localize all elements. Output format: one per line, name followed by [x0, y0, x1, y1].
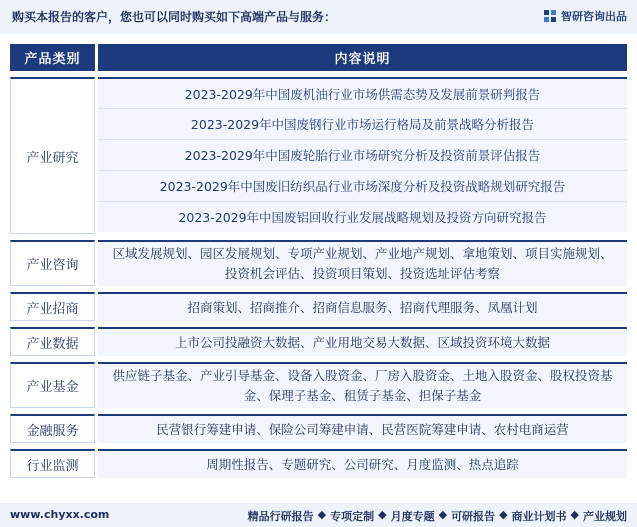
footer-separator: ◆: [378, 508, 387, 521]
description-cell: 招商策划、招商推介、招商信息服务、招商代理服务、凤凰计划: [98, 292, 627, 321]
brand-name: 智研咨询出品: [561, 10, 627, 23]
footer-link[interactable]: 月度专题: [390, 510, 435, 523]
category-cell: 产业研究: [10, 77, 95, 234]
description-cell: 区域发展规划、园区发展规划、专项产业规划、产业地产规划、拿地策划、项目实施规划、投资机会评估、投资项目策划、投资选址评估考察: [98, 240, 627, 286]
footer-links: [248, 508, 627, 524]
top-banner: [0, 0, 637, 34]
report-link[interactable]: 2023-2029年中国废铝回收行业发展战略规划及投资方向研究报告: [98, 201, 627, 232]
category-cell: 产业数据: [10, 327, 95, 356]
report-link[interactable]: 2023-2029年中国废轮胎行业市场研究分析及投资前景评估报告: [98, 139, 627, 170]
brand-logo-icon: [543, 9, 557, 23]
report-link[interactable]: 2023-2029年中国废钢行业市场运行格局及前景战略分析报告: [98, 108, 627, 139]
footer-separator: ◆: [317, 508, 327, 521]
intro-text: 购买本报告的客户，您也可以同时购买如下高端产品与服务：: [12, 10, 337, 24]
description-cell: 供应链子基金、产业引导基金、设备入股资金、厂房入股资金、土地入股资金、股权投资基金、保理子基金、租赁子基金、担保子基金: [98, 362, 627, 408]
table-header: [10, 44, 627, 71]
footer-link[interactable]: 精品行研报告: [247, 510, 314, 523]
footer-url[interactable]: www.chyxx.com: [10, 508, 110, 521]
footer-bar: [0, 503, 637, 527]
footer-link[interactable]: 专项定制: [330, 510, 375, 523]
footer-link[interactable]: 商业计划书: [511, 510, 567, 523]
table-row: [10, 327, 627, 356]
header-category: 产品类别: [10, 44, 95, 71]
brand: [543, 8, 627, 24]
table-row: [10, 292, 627, 321]
product-table: [10, 44, 627, 473]
footer-link[interactable]: 可研报告: [451, 510, 496, 523]
description-cell: 周期性报告、专题研究、公司研究、月度监测、热点追踪: [98, 449, 627, 478]
header-description: 内容说明: [98, 44, 627, 71]
footer-separator: ◆: [570, 508, 579, 521]
category-cell: 产业基金: [10, 362, 95, 408]
footer-link[interactable]: 产业规划: [583, 510, 627, 523]
category-cell: 行业监测: [10, 449, 95, 478]
category-cell: 产业咨询: [10, 240, 95, 286]
report-link[interactable]: 2023-2029年中国废旧纺织品行业市场深度分析及投资战略规划研究报告: [98, 170, 627, 201]
description-cell: 民营银行筹建申请、保险公司筹建申请、民营医院筹建申请、农村电商运营: [98, 414, 627, 443]
table-row: [10, 414, 627, 443]
table-row: [10, 240, 627, 286]
category-cell: 金融服务: [10, 414, 95, 443]
table-row: [10, 77, 627, 234]
footer-separator: ◆: [499, 508, 508, 521]
report-link[interactable]: 2023-2029年中国废机油行业市场供需态势及发展前景研判报告: [98, 77, 627, 108]
table-row: [10, 362, 627, 408]
category-cell: 产业招商: [10, 292, 95, 321]
description-cell: 上市公司投融资大数据、产业用地交易大数据、区域投资环境大数据: [98, 327, 627, 356]
report-list: [98, 77, 627, 234]
footer-separator: ◆: [438, 508, 448, 521]
table-row: [10, 449, 627, 478]
